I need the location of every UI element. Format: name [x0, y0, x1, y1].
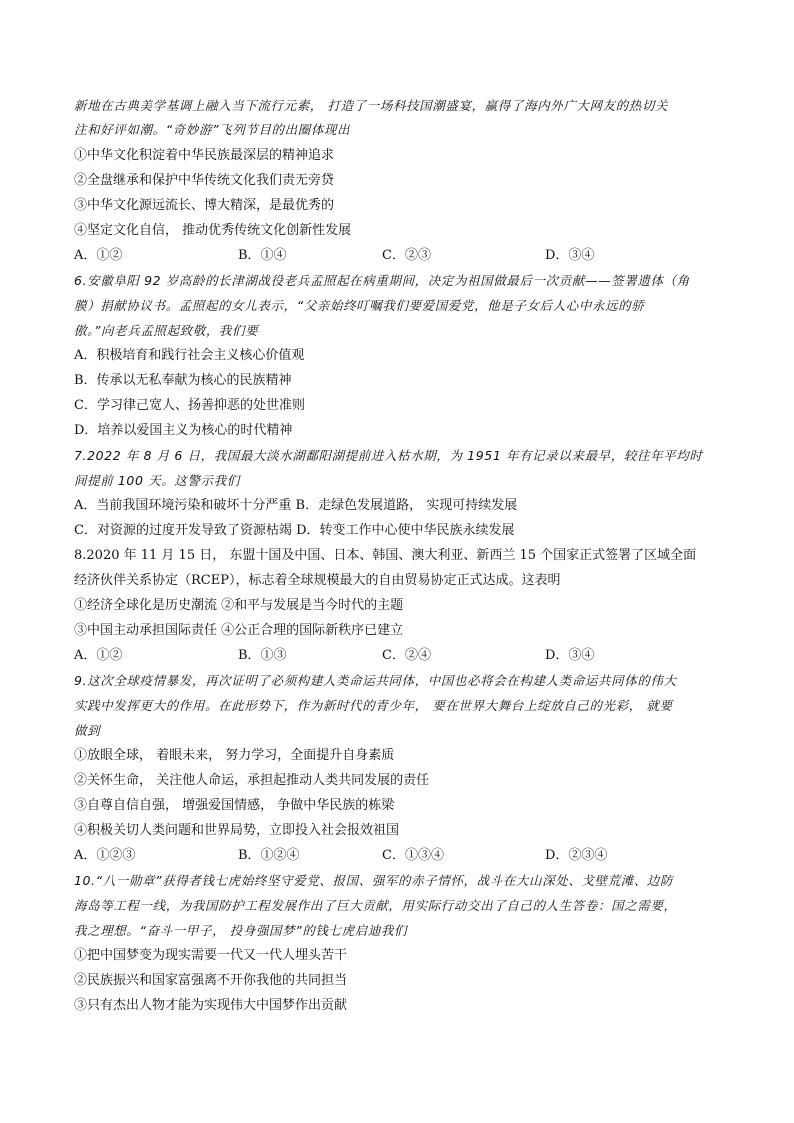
q10-stem-line-3: 我之理想。“奋斗一甲子， 投身强国梦”的钱七虎启迪我们 [74, 923, 408, 938]
q9-option-c[interactable]: C．①③④ [382, 848, 444, 863]
q6-option-a[interactable]: A．积极培育和践行社会主义核心价值观 [74, 348, 305, 363]
q9-stem-line-2: 实践中发挥更大的作用。在此形势下，作为新时代的青少年， 要在世界大舞台上绽放自己的光彩， 就要 [74, 698, 673, 713]
q9-stem-line-1: 9.这次全球疫情暴发，再次证明了必须构建人类命运共同体，中国也必将会在构建人类命运共同体的伟大 [74, 673, 677, 688]
q9-option-d[interactable]: D．②③④ [545, 848, 608, 863]
q8-option-b[interactable]: B．①③ [238, 648, 287, 663]
q6-option-d[interactable]: D．培养以爱国主义为核心的时代精神 [74, 423, 293, 438]
q10-stem-line-1: 10.“八一勋章”获得者钱七虎始终坚守爱党、报国、强军的赤子情怀，战斗在大山深处、戈壁荒滩、边防 [74, 873, 674, 888]
q9-item-2: ②关怀生命， 关注他人命运，承担起推动人类共同发展的责任 [74, 773, 430, 788]
q8-stem-line-2: 经济伙伴关系协定（RCEP），标志着全球规模最大的自由贸易协定正式达成。这表明 [74, 573, 561, 588]
q7-stem-line-2: 间提前 100 天。这警示我们 [74, 473, 240, 488]
q5-item-3: ③中华文化源远流长、博大精深，是最优秀的 [74, 198, 335, 213]
q8-items-line-1: ①经济全球化是历史潮流 ②和平与发展是当今时代的主题 [74, 598, 404, 613]
q8-option-d[interactable]: D．③④ [545, 648, 595, 663]
q8-option-a[interactable]: A．①② [74, 648, 123, 663]
q7-stem-line-1: 7.2022 年 8 月 6 日，我国最大淡水湖鄱阳湖提前进入枯水期，为 1951 年有记录以来最早，较往年平均时 [74, 448, 703, 463]
q8-items-line-2: ③中国主动承担国际责任 ④公正合理的国际新秩序已建立 [74, 623, 404, 638]
q5-stem-line-1: 新地在古典美学基调上融入当下流行元素， 打造了一场科技国潮盛宴，赢得了海内外广大网友的热切关 [74, 98, 669, 113]
q5-option-c[interactable]: C．②③ [382, 248, 431, 263]
q5-option-a[interactable]: A．①② [74, 248, 123, 263]
q6-option-c[interactable]: C．学习律己宽人、扬善抑恶的处世准则 [74, 398, 305, 413]
q6-stem-line-1: 6.安徽阜阳 92 岁高龄的长津湖战役老兵孟照起在病重期间，决定为祖国做最后一次贡献——签署遗体（角 [74, 273, 690, 288]
q8-option-c[interactable]: C．②④ [382, 648, 431, 663]
q9-item-4: ④积极关切人类问题和世界局势，立即投入社会报效祖国 [74, 823, 400, 838]
q9-option-a[interactable]: A．①②③ [74, 848, 136, 863]
q7-options-line-1[interactable]: A．当前我国环境污染和破坏十分严重 B．走绿色发展道路， 实现可持续发展 [74, 498, 518, 513]
q10-stem-line-2: 海岛等工程一线，为我国防护工程发展作出了巨大贡献，用实际行动交出了自己的人生答卷：国之需要， [74, 898, 677, 913]
q5-option-d[interactable]: D．③④ [545, 248, 595, 263]
q9-item-3: ③自尊自信自强， 增强爱国情感， 争做中华民族的栋梁 [74, 798, 395, 813]
q6-stem-line-2: 膜）捐献协议书。孟照起的女儿表示，“父亲始终叮嘱我们要爱国爱党，他是子女后人心中永远的骄 [74, 298, 645, 313]
q10-item-2: ②民族振兴和国家富强离不开你我他的共同担当 [74, 973, 348, 988]
q8-stem-line-1: 8.2020 年 11 月 15 日， 东盟十国及中国、日本、韩国、澳大利亚、新西兰 15 个国家正式签署了区域全面 [74, 548, 697, 563]
q9-item-1: ①放眼全球， 着眼未来， 努力学习，全面提升自身素质 [74, 748, 395, 763]
q6-stem-line-3: 傲。”向老兵孟照起致敬，我们要 [74, 323, 259, 338]
q5-item-1: ①中华文化积淀着中华民族最深层的精神追求 [74, 148, 335, 163]
q5-stem-line-2: 注和好评如潮。“奇妙游”飞列节目的出圈体现出 [74, 122, 351, 137]
q7-options-line-2[interactable]: C．对资源的过度开发导致了资源枯竭 D．转变工作中心使中华民族永续发展 [74, 523, 515, 538]
q5-item-4: ④坚定文化自信， 推动优秀传统文化创新性发展 [74, 223, 352, 238]
q5-option-b[interactable]: B．①④ [238, 248, 287, 263]
q6-option-b[interactable]: B．传承以无私奉献为核心的民族精神 [74, 373, 292, 388]
q5-item-2: ②全盘继承和保护中华传统文化我们责无旁贷 [74, 173, 335, 188]
q10-item-1: ①把中国梦变为现实需要一代又一代人埋头苦干 [74, 948, 348, 963]
q10-item-3: ③只有杰出人物才能为实现伟大中国梦作出贡献 [74, 998, 348, 1013]
q9-stem-line-3: 做到 [74, 723, 101, 738]
q9-option-b[interactable]: B．①②④ [238, 848, 300, 863]
